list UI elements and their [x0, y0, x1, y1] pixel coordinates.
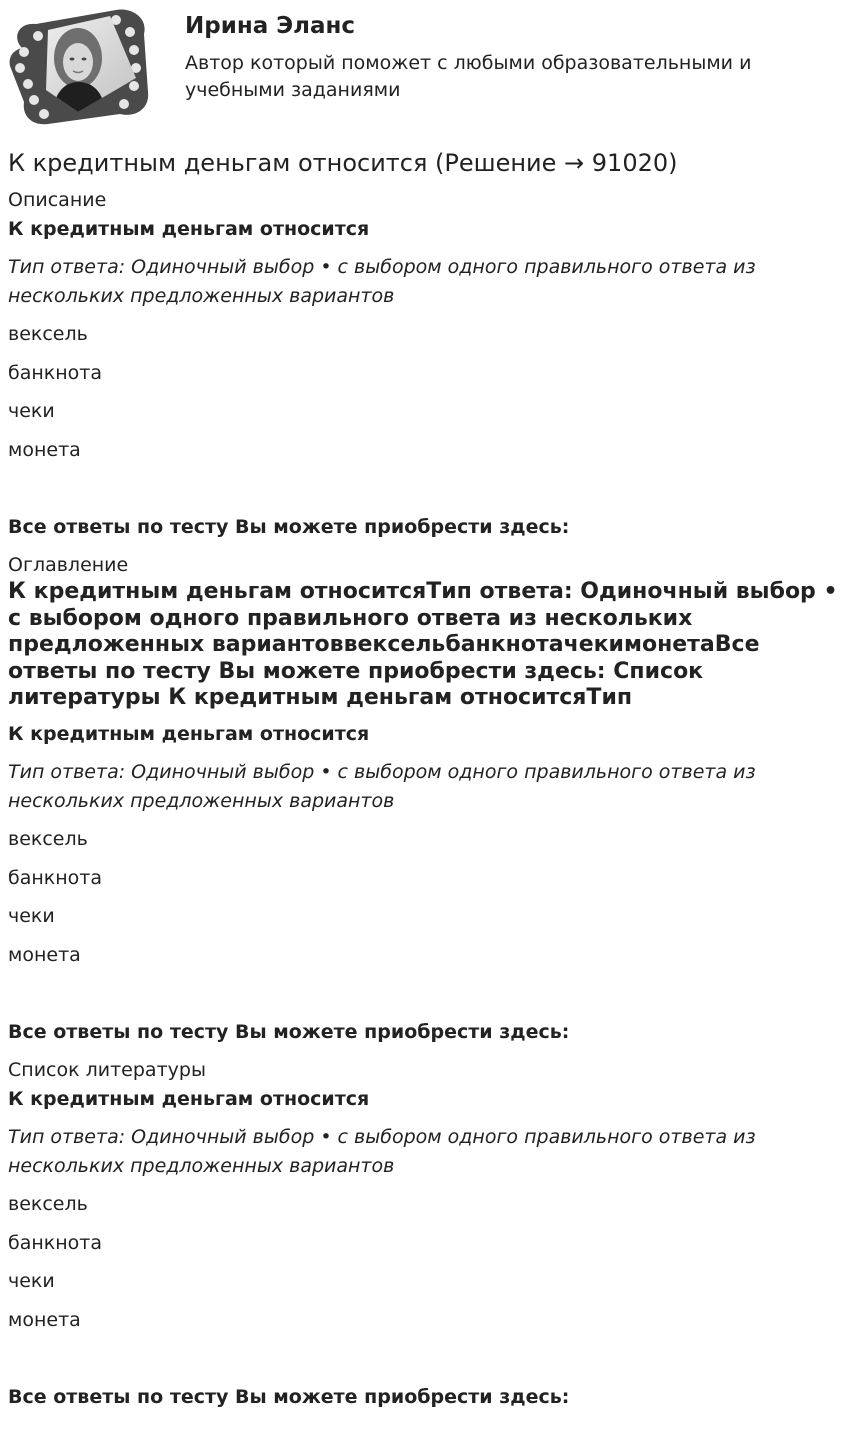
question-title: К кредитным деньгам относится [8, 723, 370, 745]
author-name[interactable]: Ирина Эланс [185, 13, 356, 39]
buy-answers-note: Все ответы по тесту Вы можете приобрести здесь: [8, 1021, 570, 1043]
answer-option: банкнота [8, 867, 103, 889]
answer-option: банкнота [8, 362, 103, 384]
author-avatar-icon [8, 8, 150, 126]
answer-option: чеки [8, 400, 55, 422]
buy-answers-note: Все ответы по тесту Вы можете приобрести здесь: [8, 516, 570, 538]
page-title: К кредитным деньгам относится (Решение → 91020) [8, 149, 678, 177]
question-title: К кредитным деньгам относится [8, 1088, 370, 1110]
answer-type: Тип ответа: Одиночный выбор • с выбором одного правильного ответа из нескольких предложенных вариантов [8, 1126, 756, 1177]
section-label-description: Описание [8, 189, 107, 211]
answer-option: монета [8, 1309, 81, 1331]
author-description: Автор который поможет с любыми образовательными и учебными заданиями [185, 52, 752, 101]
answer-option: монета [8, 439, 81, 461]
answer-option: вексель [8, 323, 88, 345]
answer-type: Тип ответа: Одиночный выбор • с выбором одного правильного ответа из нескольких предложенных вариантов [8, 256, 756, 307]
buy-answers-note: Все ответы по тесту Вы можете приобрести здесь: [8, 1386, 570, 1408]
section-label-references: Список литературы [8, 1059, 206, 1081]
table-of-contents-text: К кредитным деньгам относитсяТип ответа: Одиночный выбор • с выбором одного правильного ответа из нескольких предложенных вариантоввексельбанкнотачекимонетаВсе ответы по тесту Вы можете приобрести здесь: Список литературы К кредитным деньгам относитсяТип [8, 579, 838, 710]
answer-option: чеки [8, 905, 55, 927]
answer-option: вексель [8, 1193, 88, 1215]
answer-option: банкнота [8, 1232, 103, 1254]
answer-type: Тип ответа: Одиночный выбор • с выбором одного правильного ответа из нескольких предложенных вариантов [8, 761, 756, 812]
answer-option: чеки [8, 1270, 55, 1292]
answer-option: монета [8, 944, 81, 966]
question-title: К кредитным деньгам относится [8, 218, 370, 240]
section-label-contents: Оглавление [8, 554, 129, 576]
answer-option: вексель [8, 828, 88, 850]
